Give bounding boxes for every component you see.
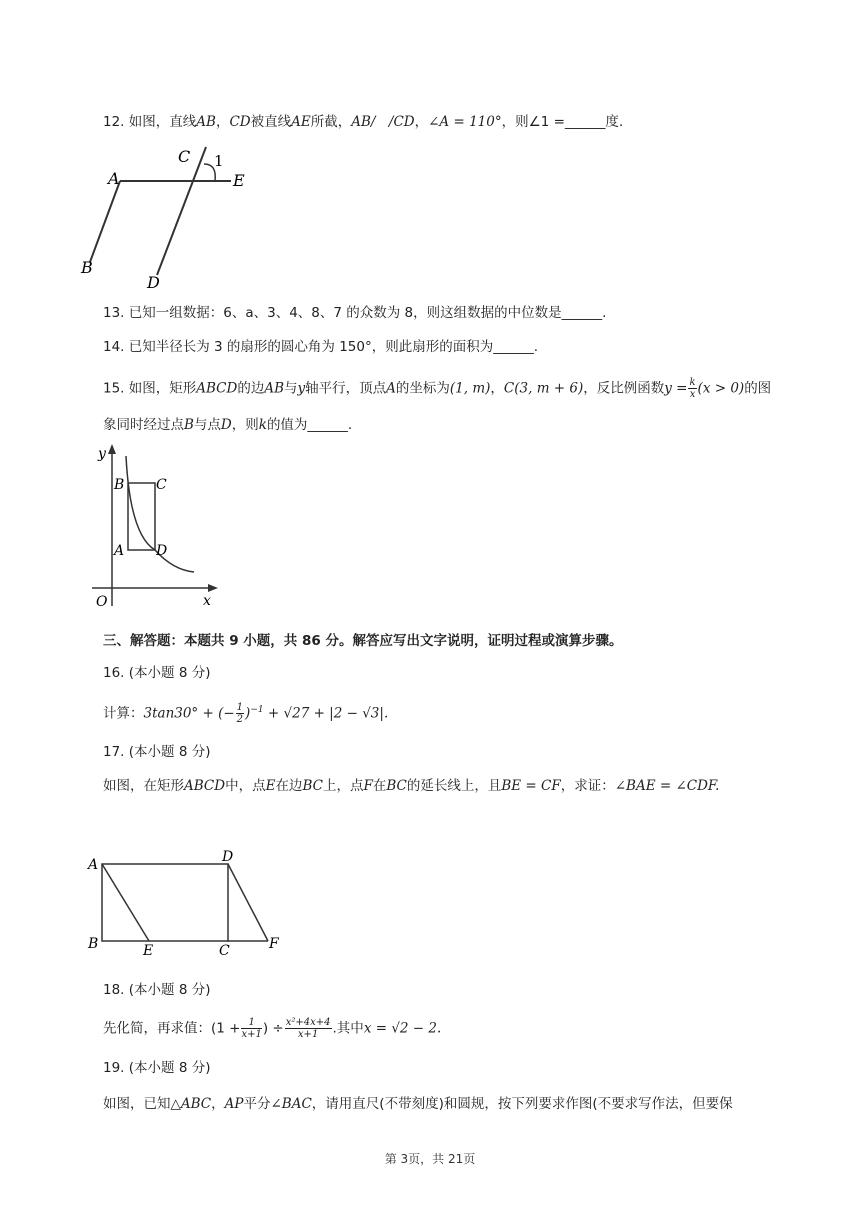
section-3-heading: 三、解答题：本题共 9 小题，共 86 分。解答应写出文字说明，证明过程或演算步骤。	[103, 633, 623, 649]
line-cd	[157, 147, 206, 275]
label-o: O	[96, 594, 108, 610]
y-axis-arrow	[108, 444, 116, 454]
line-ab	[90, 181, 120, 262]
fraction-2: $\frac{\text{x²+4x+4}}{x+1}$	[285, 1017, 331, 1040]
label-e: E	[143, 943, 154, 959]
q15-line1: 15. 如图，矩形ABCD的边AB与y轴平行，顶点A的坐标为(1, m)，C(3, m + 6)，反比例函数y = $\frac{k}{x}$ (x > 0)的图	[103, 377, 772, 400]
label-x: x	[203, 593, 211, 609]
rectangle-abcd	[128, 483, 155, 550]
page-footer: 第 3页，共 21页	[384, 1152, 476, 1166]
label-d: D	[222, 849, 234, 865]
label-a: A	[114, 543, 125, 559]
label-1: 1	[214, 152, 224, 170]
label-c: C	[178, 147, 191, 166]
label-e: E	[233, 171, 245, 190]
label-b: B	[81, 258, 93, 277]
label-y: y	[98, 446, 106, 462]
q15-line2: 象同时经过点B与点D，则k的值为______.	[103, 417, 353, 433]
q14-text: 14. 已知半径长为 3 的扇形的圆心角为 150°，则此扇形的面积为______.	[103, 339, 539, 355]
label-b: B	[88, 936, 99, 952]
q18-expression: 先化简，再求值：(1 + $\frac{1}{x+1}$ ) ÷ $\frac{\text{x²+4x+4}}{x+1}$ .其中x = √2 − 2.	[103, 1017, 442, 1040]
label-c: C	[219, 943, 230, 959]
q17-title: 17. (本小题 8 分)	[103, 744, 211, 760]
q16-expression: 计算：3tan30° + (− $\frac{1}{2}$ )$^{-1}$ + √27 + |2 − √3|.	[103, 702, 389, 725]
q18-title: 18. (本小题 8 分)	[103, 982, 211, 998]
label-c: C	[156, 477, 167, 493]
q19-text: 如图，已知△ABC，AP平分∠BAC，请用直尺(不带刻度)和圆规，按下列要求作图(不要求写作法，但要保	[103, 1096, 733, 1112]
label-d: D	[147, 273, 160, 292]
label-f: F	[269, 936, 279, 952]
q19-title: 19. (本小题 8 分)	[103, 1060, 211, 1076]
label-a: A	[88, 857, 99, 873]
label-a: A	[108, 169, 120, 188]
fraction-1: $\frac{1}{x+1}$	[241, 1017, 262, 1040]
q17-figure	[84, 845, 289, 960]
q17-text: 如图，在矩形ABCD中，点E在边BC上，点F在BC的延长线上，且BE = CF，求证：∠BAE = ∠CDF.	[103, 778, 720, 794]
q16-title: 16. (本小题 8 分)	[103, 665, 211, 681]
segment-df	[228, 864, 268, 941]
q12-figure	[75, 140, 275, 292]
q12-text: 12. 如图，直线AB，CD被直线AE所截，AB/ /CD，∠A = 110°，则∠1 =______度.	[103, 114, 624, 130]
x-axis-arrow	[208, 584, 218, 592]
half-fraction: $\frac{1}{2}$	[236, 702, 244, 725]
label-b: B	[114, 477, 125, 493]
segment-ae	[102, 864, 149, 941]
label-d: D	[156, 543, 168, 559]
k-over-x-fraction: $\frac{k}{x}$	[689, 377, 696, 400]
q13-text: 13. 已知一组数据：6、a、3、4、8、7 的众数为 8，则这组数据的中位数是______.	[103, 305, 607, 321]
rectangle-abcd	[102, 864, 228, 941]
q15-figure	[88, 440, 223, 612]
